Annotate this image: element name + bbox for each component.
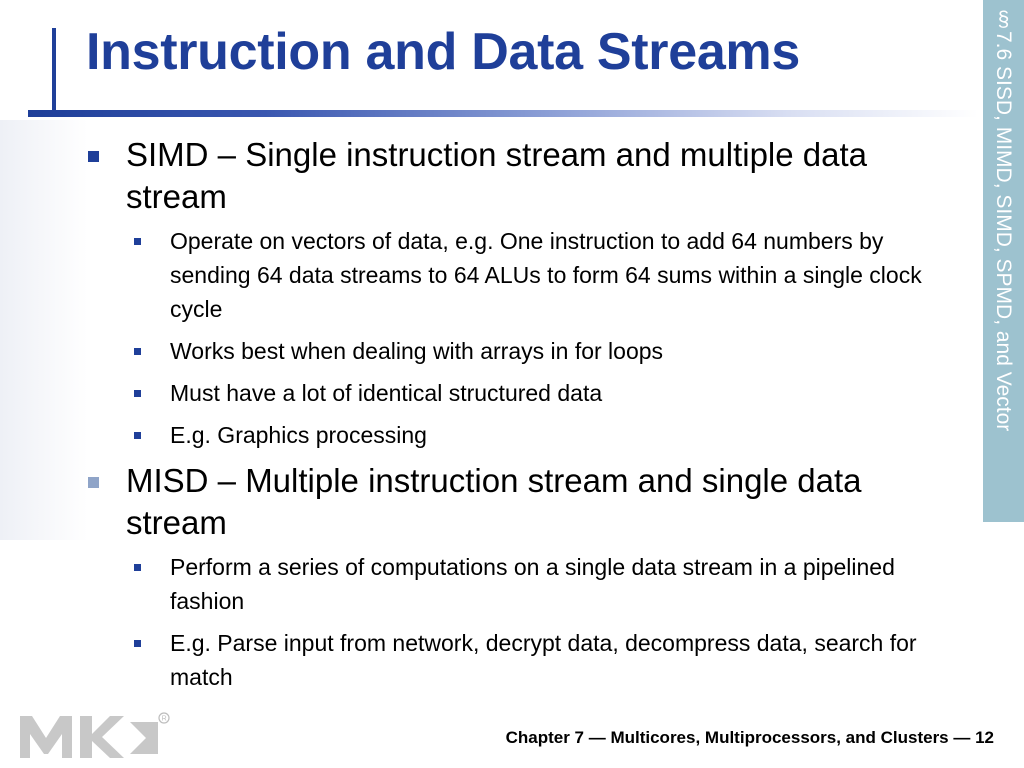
left-shade [0,120,88,540]
sub-bullet [126,418,968,452]
svg-text:R: R [161,715,167,723]
sub-bullet-text: Operate on vectors of data, e.g. One instruction to add 64 numbers by sending 64 data streams to 64 ALUs to form 64 sums within a single clock cycle [170,228,922,322]
bullet-text: MISD – Multiple instruction stream and single data stream [126,462,862,541]
sub-bullet-text: E.g. Parse input from network, decrypt data, decompress data, search for match [170,630,917,690]
square-bullet-icon [134,564,141,571]
bullet-simd [88,134,968,452]
bullet-text: SIMD – Single instruction stream and multiple data stream [126,136,868,215]
sub-bullet [126,376,968,410]
sub-bullet [126,626,968,694]
bullet-misd [88,460,968,694]
sub-bullet-text: Works best when dealing with arrays in for loops [170,338,664,364]
mk-publisher-logo-icon [18,710,178,762]
title-underline [28,110,978,117]
sub-bullet-text: Perform a series of computations on a single data stream in a pipelined fashion [170,554,895,614]
sub-bullet-text: Must have a lot of identical structured data [170,380,603,406]
square-bullet-icon [134,390,141,397]
square-bullet-icon [88,477,99,488]
square-bullet-icon [134,640,141,647]
section-side-tab-label: §7.6 SISD, MIMD, SIMD, SPMD, and Vector [992,8,1015,432]
slide-footer: Chapter 7 — Multicores, Multiprocessors, and Clusters — 12 [505,728,994,747]
square-bullet-icon [134,432,141,439]
square-bullet-icon [134,238,141,245]
section-side-tab [983,0,1024,522]
slide-title: Instruction and Data Streams [86,23,800,81]
sub-bullet [126,334,968,368]
square-bullet-icon [134,348,141,355]
sub-bullet [126,550,968,618]
sub-bullet [126,224,968,326]
bullet-content [88,134,968,702]
square-bullet-icon [88,151,99,162]
sub-bullet-text: E.g. Graphics processing [170,422,427,448]
title-vertical-rule [52,28,56,116]
